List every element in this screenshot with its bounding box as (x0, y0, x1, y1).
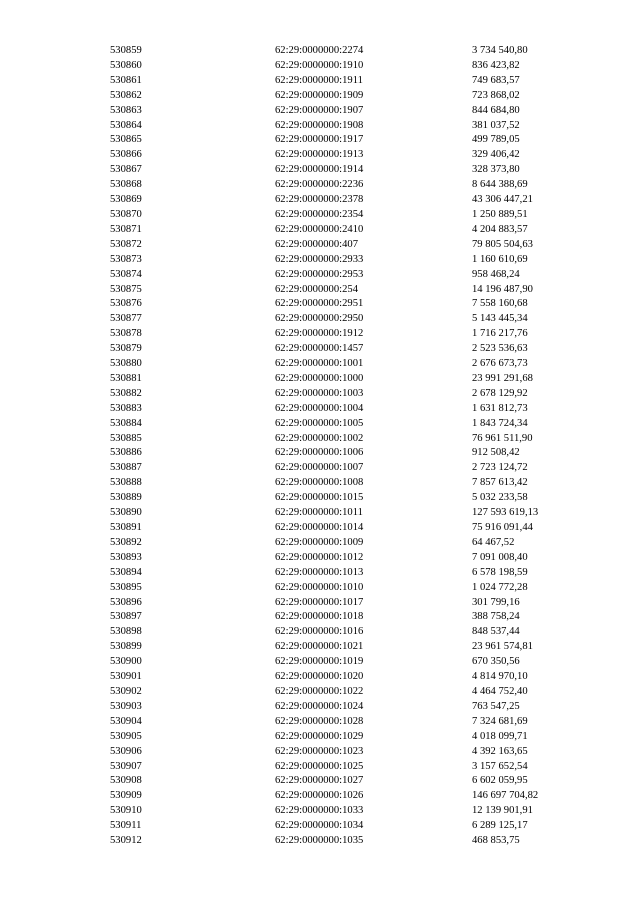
cadastral-number-cell: 62:29:0000000:1015 (275, 492, 364, 504)
record-number-cell: 530899 (110, 641, 142, 653)
record-number-cell: 530872 (110, 238, 142, 250)
value-cell: 4 018 099,71 (472, 730, 528, 742)
table-row (110, 551, 572, 566)
record-number-cell: 530876 (110, 298, 142, 310)
cadastral-number-cell: 62:29:0000000:1009 (275, 536, 364, 548)
value-cell: 3 157 652,54 (472, 760, 528, 772)
cadastral-number-cell: 62:29:0000000:2950 (275, 313, 364, 325)
value-cell: 1 843 724,34 (472, 417, 528, 429)
cadastral-number-cell: 62:29:0000000:2410 (275, 223, 364, 235)
table-row (110, 59, 572, 74)
record-number-cell: 530868 (110, 179, 142, 191)
cadastral-number-cell: 62:29:0000000:1012 (275, 551, 364, 563)
value-cell: 7 857 613,42 (472, 477, 528, 489)
record-number-cell: 530886 (110, 447, 142, 459)
record-number-cell: 530874 (110, 268, 142, 280)
table-row (110, 178, 572, 193)
table-row (110, 461, 572, 476)
table-row (110, 581, 572, 596)
table-row (110, 357, 572, 372)
table-row (110, 730, 572, 745)
record-number-cell: 530863 (110, 104, 142, 116)
table-row (110, 133, 572, 148)
cadastral-number-cell: 62:29:0000000:1913 (275, 149, 364, 161)
table-row (110, 804, 572, 819)
cadastral-number-cell: 62:29:0000000:254 (275, 283, 358, 295)
table-row (110, 104, 572, 119)
cadastral-number-cell: 62:29:0000000:1006 (275, 447, 364, 459)
record-number-cell: 530901 (110, 671, 142, 683)
record-number-cell: 530885 (110, 432, 142, 444)
record-number-cell: 530906 (110, 745, 142, 757)
value-cell: 301 799,16 (472, 596, 520, 608)
table-row (110, 446, 572, 461)
cadastral-number-cell: 62:29:0000000:1035 (275, 835, 364, 847)
table-row (110, 163, 572, 178)
record-number-cell: 530867 (110, 164, 142, 176)
table-row (110, 774, 572, 789)
value-cell: 75 916 091,44 (472, 522, 533, 533)
table-row (110, 760, 572, 775)
value-cell: 468 853,75 (472, 835, 520, 847)
value-cell: 76 961 511,90 (472, 432, 533, 444)
table-row (110, 387, 572, 402)
value-cell: 763 547,25 (472, 700, 520, 712)
table-row (110, 402, 572, 417)
record-number-cell: 530898 (110, 626, 142, 638)
record-number-cell: 530893 (110, 551, 142, 563)
value-cell: 6 578 198,59 (472, 566, 528, 578)
table-row (110, 119, 572, 134)
cadastral-number-cell: 62:29:0000000:1007 (275, 462, 364, 474)
record-number-cell: 530889 (110, 492, 142, 504)
cadastral-number-cell: 62:29:0000000:1917 (275, 134, 364, 146)
cadastral-number-cell: 62:29:0000000:1020 (275, 671, 364, 683)
table-row (110, 297, 572, 312)
table-row (110, 193, 572, 208)
table-row (110, 625, 572, 640)
record-number-cell: 530871 (110, 223, 142, 235)
value-cell: 7 091 008,40 (472, 551, 528, 563)
value-cell: 723 868,02 (472, 89, 520, 101)
table-row (110, 208, 572, 223)
cadastral-number-cell: 62:29:0000000:2354 (275, 208, 364, 220)
cadastral-number-cell: 62:29:0000000:1000 (275, 372, 364, 384)
table-row (110, 566, 572, 581)
records-table-body (110, 44, 572, 849)
cadastral-number-cell: 62:29:0000000:2933 (275, 253, 364, 265)
table-row (110, 715, 572, 730)
record-number-cell: 530881 (110, 372, 142, 384)
record-number-cell: 530896 (110, 596, 142, 608)
records-table (110, 44, 572, 849)
table-row (110, 610, 572, 625)
record-number-cell: 530909 (110, 790, 142, 802)
record-number-cell: 530894 (110, 566, 142, 578)
cadastral-number-cell: 62:29:0000000:1010 (275, 581, 364, 593)
record-number-cell: 530907 (110, 760, 142, 772)
cadastral-number-cell: 62:29:0000000:2274 (275, 45, 364, 56)
value-cell: 79 805 504,63 (472, 238, 533, 250)
cadastral-number-cell: 62:29:0000000:1034 (275, 820, 364, 832)
cadastral-number-cell: 62:29:0000000:1001 (275, 358, 364, 370)
value-cell: 12 139 901,91 (472, 805, 533, 817)
cadastral-number-cell: 62:29:0000000:2951 (275, 298, 364, 310)
record-number-cell: 530864 (110, 119, 142, 131)
record-number-cell: 530860 (110, 59, 142, 71)
value-cell: 7 324 681,69 (472, 715, 528, 727)
record-number-cell: 530902 (110, 685, 142, 697)
value-cell: 146 697 704,82 (472, 790, 539, 802)
record-number-cell: 530887 (110, 462, 142, 474)
value-cell: 4 204 883,57 (472, 223, 528, 235)
record-number-cell: 530891 (110, 522, 142, 533)
cadastral-number-cell: 62:29:0000000:1026 (275, 790, 364, 802)
value-cell: 4 392 163,65 (472, 745, 528, 757)
record-number-cell: 530880 (110, 358, 142, 370)
value-cell: 2 678 129,92 (472, 387, 528, 399)
table-row (110, 74, 572, 89)
cadastral-number-cell: 62:29:0000000:407 (275, 238, 358, 250)
table-row (110, 89, 572, 104)
value-cell: 958 468,24 (472, 268, 520, 280)
value-cell: 388 758,24 (472, 611, 520, 623)
cadastral-number-cell: 62:29:0000000:1024 (275, 700, 364, 712)
cadastral-number-cell: 62:29:0000000:1912 (275, 328, 364, 340)
record-number-cell: 530870 (110, 208, 142, 220)
value-cell: 670 350,56 (472, 656, 520, 668)
table-row (110, 342, 572, 357)
value-cell: 5 032 233,58 (472, 492, 528, 504)
cadastral-number-cell: 62:29:0000000:1910 (275, 59, 364, 71)
table-row (110, 640, 572, 655)
table-row (110, 521, 572, 536)
cadastral-number-cell: 62:29:0000000:1914 (275, 164, 364, 176)
cadastral-number-cell: 62:29:0000000:1907 (275, 104, 364, 116)
record-number-cell: 530904 (110, 715, 142, 727)
record-number-cell: 530908 (110, 775, 142, 787)
cadastral-number-cell: 62:29:0000000:1003 (275, 387, 364, 399)
cadastral-number-cell: 62:29:0000000:1029 (275, 730, 364, 742)
table-row (110, 819, 572, 834)
value-cell: 328 373,80 (472, 164, 520, 176)
table-row (110, 685, 572, 700)
value-cell: 6 602 059,95 (472, 775, 528, 787)
value-cell: 4 464 752,40 (472, 685, 528, 697)
cadastral-number-cell: 62:29:0000000:1908 (275, 119, 364, 131)
record-number-cell: 530905 (110, 730, 142, 742)
cadastral-number-cell: 62:29:0000000:1018 (275, 611, 364, 623)
cadastral-number-cell: 62:29:0000000:1005 (275, 417, 364, 429)
cadastral-number-cell: 62:29:0000000:1023 (275, 745, 364, 757)
table-row (110, 148, 572, 163)
record-number-cell: 530869 (110, 194, 142, 206)
table-row (110, 283, 572, 298)
record-number-cell: 530882 (110, 387, 142, 399)
table-row (110, 536, 572, 551)
value-cell: 1 250 889,51 (472, 208, 528, 220)
value-cell: 4 814 970,10 (472, 671, 528, 683)
table-row (110, 253, 572, 268)
value-cell: 23 991 291,68 (472, 372, 533, 384)
record-number-cell: 530897 (110, 611, 142, 623)
value-cell: 836 423,82 (472, 59, 520, 71)
table-row (110, 476, 572, 491)
table-row (110, 327, 572, 342)
value-cell: 2 676 673,73 (472, 358, 528, 370)
value-cell: 848 537,44 (472, 626, 520, 638)
cadastral-number-cell: 62:29:0000000:2236 (275, 179, 364, 191)
record-number-cell: 530862 (110, 89, 142, 101)
cadastral-number-cell: 62:29:0000000:1004 (275, 402, 364, 414)
cadastral-number-cell: 62:29:0000000:1027 (275, 775, 364, 787)
value-cell: 844 684,80 (472, 104, 520, 116)
table-row (110, 312, 572, 327)
record-number-cell: 530888 (110, 477, 142, 489)
value-cell: 329 406,42 (472, 149, 520, 161)
record-number-cell: 530884 (110, 417, 142, 429)
cadastral-number-cell: 62:29:0000000:1457 (275, 343, 364, 355)
record-number-cell: 530910 (110, 805, 142, 817)
cadastral-number-cell: 62:29:0000000:1909 (275, 89, 364, 101)
cadastral-number-cell: 62:29:0000000:1022 (275, 685, 364, 697)
cadastral-number-cell: 62:29:0000000:1014 (275, 522, 364, 533)
value-cell: 43 306 447,21 (472, 194, 533, 206)
table-row (110, 417, 572, 432)
cadastral-number-cell: 62:29:0000000:1021 (275, 641, 364, 653)
record-number-cell: 530859 (110, 45, 142, 56)
value-cell: 499 789,05 (472, 134, 520, 146)
table-row (110, 506, 572, 521)
table-row (110, 238, 572, 253)
cadastral-number-cell: 62:29:0000000:1016 (275, 626, 364, 638)
table-row (110, 745, 572, 760)
record-number-cell: 530875 (110, 283, 142, 295)
record-number-cell: 530895 (110, 581, 142, 593)
value-cell: 1 024 772,28 (472, 581, 528, 593)
cadastral-number-cell: 62:29:0000000:1013 (275, 566, 364, 578)
record-number-cell: 530861 (110, 74, 142, 86)
value-cell: 5 143 445,34 (472, 313, 528, 325)
value-cell: 6 289 125,17 (472, 820, 528, 832)
record-number-cell: 530873 (110, 253, 142, 265)
cadastral-number-cell: 62:29:0000000:1025 (275, 760, 364, 772)
value-cell: 2 723 124,72 (472, 462, 528, 474)
cadastral-number-cell: 62:29:0000000:1019 (275, 656, 364, 668)
value-cell: 2 523 536,63 (472, 343, 528, 355)
record-number-cell: 530865 (110, 134, 142, 146)
record-number-cell: 530892 (110, 536, 142, 548)
value-cell: 381 037,52 (472, 119, 520, 131)
table-row (110, 670, 572, 685)
record-number-cell: 530900 (110, 656, 142, 668)
table-row (110, 700, 572, 715)
cadastral-number-cell: 62:29:0000000:1002 (275, 432, 364, 444)
record-number-cell: 530911 (110, 820, 142, 832)
cadastral-number-cell: 62:29:0000000:2953 (275, 268, 364, 280)
value-cell: 749 683,57 (472, 74, 520, 86)
table-row (110, 789, 572, 804)
cadastral-number-cell: 62:29:0000000:1911 (275, 74, 363, 86)
table-row (110, 491, 572, 506)
record-number-cell: 530903 (110, 700, 142, 712)
cadastral-number-cell: 62:29:0000000:1017 (275, 596, 364, 608)
value-cell: 3 734 540,80 (472, 45, 528, 56)
value-cell: 8 644 388,69 (472, 179, 528, 191)
record-number-cell: 530883 (110, 402, 142, 414)
table-row (110, 834, 572, 849)
value-cell: 127 593 619,13 (472, 507, 539, 519)
value-cell: 1 160 610,69 (472, 253, 528, 265)
value-cell: 23 961 574,81 (472, 641, 533, 653)
value-cell: 912 508,42 (472, 447, 520, 459)
value-cell: 64 467,52 (472, 536, 515, 548)
table-row (110, 596, 572, 611)
table-row (110, 223, 572, 238)
cadastral-number-cell: 62:29:0000000:1028 (275, 715, 364, 727)
table-row (110, 372, 572, 387)
record-number-cell: 530890 (110, 507, 142, 519)
cadastral-number-cell: 62:29:0000000:2378 (275, 194, 364, 206)
record-number-cell: 530877 (110, 313, 142, 325)
record-number-cell: 530866 (110, 149, 142, 161)
record-number-cell: 530878 (110, 328, 142, 340)
table-row (110, 655, 572, 670)
cadastral-number-cell: 62:29:0000000:1033 (275, 805, 364, 817)
table-row (110, 268, 572, 283)
cadastral-number-cell: 62:29:0000000:1011 (275, 507, 363, 519)
record-number-cell: 530879 (110, 343, 142, 355)
record-number-cell: 530912 (110, 835, 142, 847)
table-row (110, 44, 572, 59)
value-cell: 1 631 812,73 (472, 402, 528, 414)
table-row (110, 432, 572, 447)
value-cell: 7 558 160,68 (472, 298, 528, 310)
cadastral-number-cell: 62:29:0000000:1008 (275, 477, 364, 489)
value-cell: 1 716 217,76 (472, 328, 528, 340)
value-cell: 14 196 487,90 (472, 283, 533, 295)
